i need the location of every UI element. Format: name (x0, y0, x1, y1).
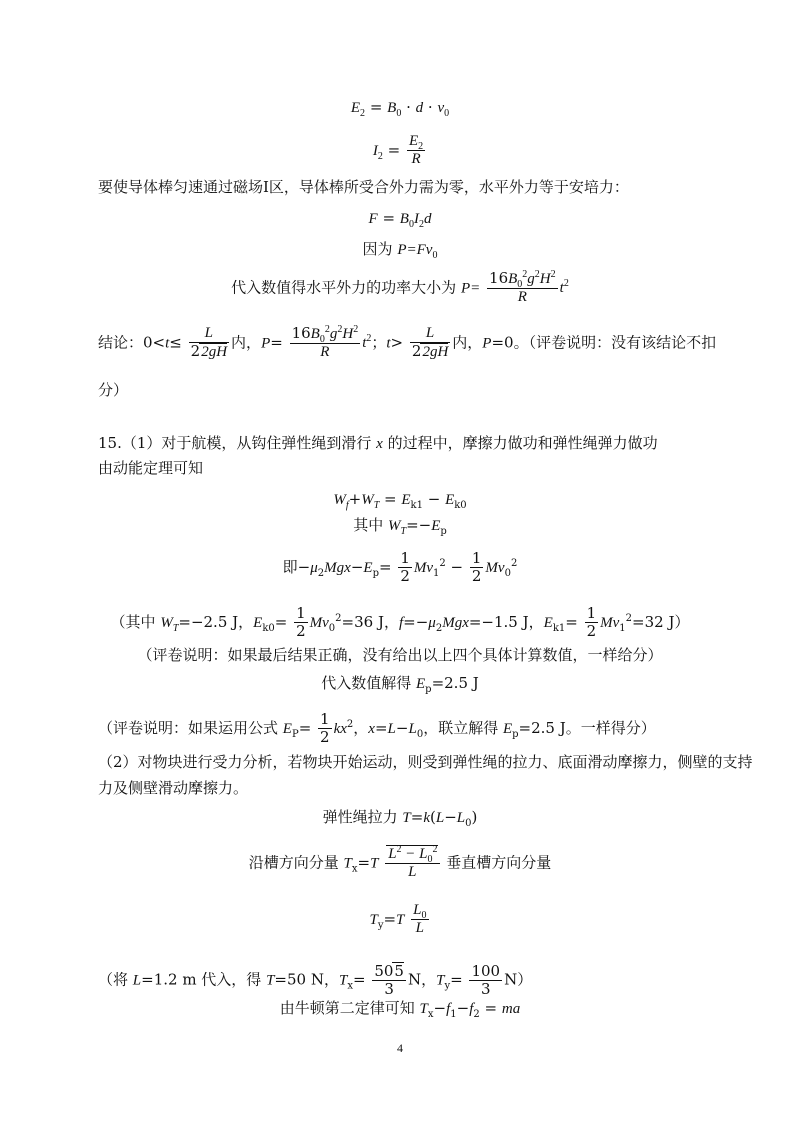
note-grading-1: （评卷说明：如果最后结果正确，没有给出以上四个具体计算数值，一样给分） (137, 646, 663, 664)
text-substitute: （将 L=1.2 m 代入，得 T=50 N，$T_x=$ $\frac{505}{3}$ N，$T_y=$ $\frac{100}{3}$ N） (98, 961, 533, 999)
equation-newton: 由牛顿第二定律可知 $T_x-f_1-f_2$ = ma (279, 999, 521, 1020)
equation-work-energy: $W_f+W_T = E_{k1} - E_{k0}$ (333, 490, 467, 511)
conclusion-cont: 分） (98, 381, 129, 399)
part2-line2: 力及侧壁滑动摩擦力。 (98, 779, 249, 797)
q15-intro: 15.（1）对于航模，从钩住弹性绳到滑行 x 的过程中，摩擦力做功和弹性绳弹力做功 (98, 434, 658, 452)
note-grading-2: （评卷说明：如果运用公式 $E_P=$ $\frac{1}{2}$ $kx^2$，$x=L-L_0$，联立解得 $E_p=2.5$ J。一样得分） (98, 710, 656, 747)
text-where-wt: 其中 $W_T=-E_p$ (353, 516, 447, 537)
page-number: 4 (397, 1041, 403, 1055)
equation-power: 代入数值得水平外力的功率大小为 P= $\frac{16B_0^2g^2H^2}{R}$ $t^2$ (231, 269, 569, 306)
text-tension: 弹性绳拉力 $T=k(L-L_0)$ (322, 808, 478, 829)
text-uniform-motion: 要使导体棒匀速通过磁场I区，导体棒所受合外力需为零，水平外力等于安培力： (98, 178, 629, 196)
part2-line1: （2）对物块进行受力分析，若物块开始运动，则受到弹性绳的拉力、底面滑动摩擦力，侧壁的支持 (98, 753, 753, 771)
conclusion-line: 结论：0<t≤ $\frac{L}{22gH}$ 内，P= $\frac{16B_0^2g^2H^2}{R}$ $t^2$；t> $\frac{L}{22gH}$ 内，P=0。（评卷说明：没有该结论不扣 (98, 324, 717, 361)
text-because-p: 因为 $P=Fv_0$ (362, 240, 438, 261)
equation-force: $F = B_0I_2d$ (368, 209, 432, 230)
equation-ie: 即$-\mu_2Mgx-E_p=$ $\frac{1}{2}$ $Mv_1^2$ − $\frac{1}{2}$ $Mv_0^2$ (282, 549, 518, 586)
q15-theorem: 由动能定理可知 (98, 459, 204, 477)
text-solve-ep: 代入数值解得 $E_p=2.5$ J (321, 674, 479, 695)
equation-ty: $T_y=T$ $\frac{L_0}{L}$ (369, 902, 427, 937)
equation-tx: 沿槽方向分量 $T_x=T$ $\frac{L^2 - L_0^2}{L}$ 垂直槽方向分量 (248, 844, 552, 881)
text-where-values: （其中 $W_T=-2.5$ J，$E_{k0}=$ $\frac{1}{2}$ $Mv_0^2=36$ J，$f=-\mu_2Mgx=-1.5$ J，$E_{k1}=$ $\frac{1}{2}$ $Mv_1^2=32$ J） (110, 604, 690, 641)
equation-e2: $E_2 = B_0 \cdot d \cdot v_0$ (350, 98, 450, 119)
equation-i2: $I_2$ = $\frac{E_2}{R}$ (372, 133, 424, 168)
